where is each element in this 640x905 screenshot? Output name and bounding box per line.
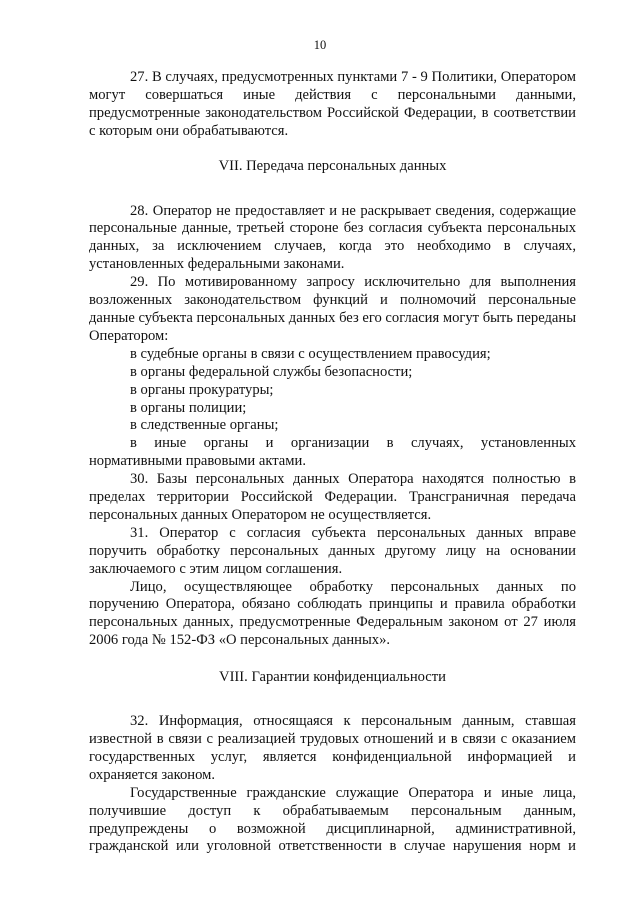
list-item-other-bodies: в иные органы и организации в случаях, установленных нормативными правовыми актами. [89,435,576,470]
page-number: 10 [313,38,327,52]
paragraph-32: 32. Информация, относящаяся к персональным данным, ставшая известной в связи с реализацией трудовых отношений и в связи с оказанием государственных услуг, является конфиденциальной информацией и охраняется законом. [89,713,576,783]
paragraph-29: 29. По мотивированному запросу исключительно для выполнения возложенных законодательством функций и полномочий персональные данные субъекта персональных данных без его согласия могут быть переданы Оператором: [89,274,576,344]
paragraph-27: 27. В случаях, предусмотренных пунктами 7 - 9 Политики, Оператором могут совершаться иные действия с персональными данными, предусмотренные законодательством Российской Федерации, в соответствии с которым они обрабатываются. [89,69,576,139]
section-heading-viii: VIII. Гарантии конфиденциальности [219,669,446,686]
paragraph-30: 30. Базы персональных данных Оператора находятся полностью в пределах территории Российской Федерации. Трансграничная передача персональных данных Оператором не осуществляется. [89,471,576,523]
list-item-courts: в судебные органы в связи с осуществлением правосудия; [130,345,491,362]
list-item-prosecutor: в органы прокуратуры; [130,381,274,398]
paragraph-31: 31. Оператор с согласия субъекта персональных данных вправе поручить обработку персональных данных другому лицу на основании заключаемого с этим лицом соглашения. [89,524,576,577]
section-heading-vii: VII. Передача персональных данных [218,157,447,174]
paragraph-28: 28. Оператор не предоставляет и не раскрывает сведения, содержащие персональные данные, третьей стороне без согласия субъекта персональных данных, за исключением случаев, когда это необходимо в случаях, установленных федеральными законами. [89,202,576,273]
list-item-police: в органы полиции; [130,399,247,416]
list-item-investigative: в следственные органы; [130,417,279,434]
list-item-fsb: в органы федеральной службы безопасности; [130,363,413,380]
paragraph-32-continued: Государственные гражданские служащие Оператора и иные лица, получившие доступ к обрабатываемым персональным данным, предупреждены о возможной дисциплинарной, административной, гражданской или уголовной ответственности в случае нарушения норм и [89,784,576,855]
paragraph-31-continued: Лицо, осуществляющее обработку персональных данных по поручению Оператора, обязано соблюдать принципы и правила обработки персональных данных, предусмотренные Федеральным законом от 27 июля 2006 года № 152-ФЗ «О персональных данных». [89,578,576,649]
page-content [89,69,576,856]
